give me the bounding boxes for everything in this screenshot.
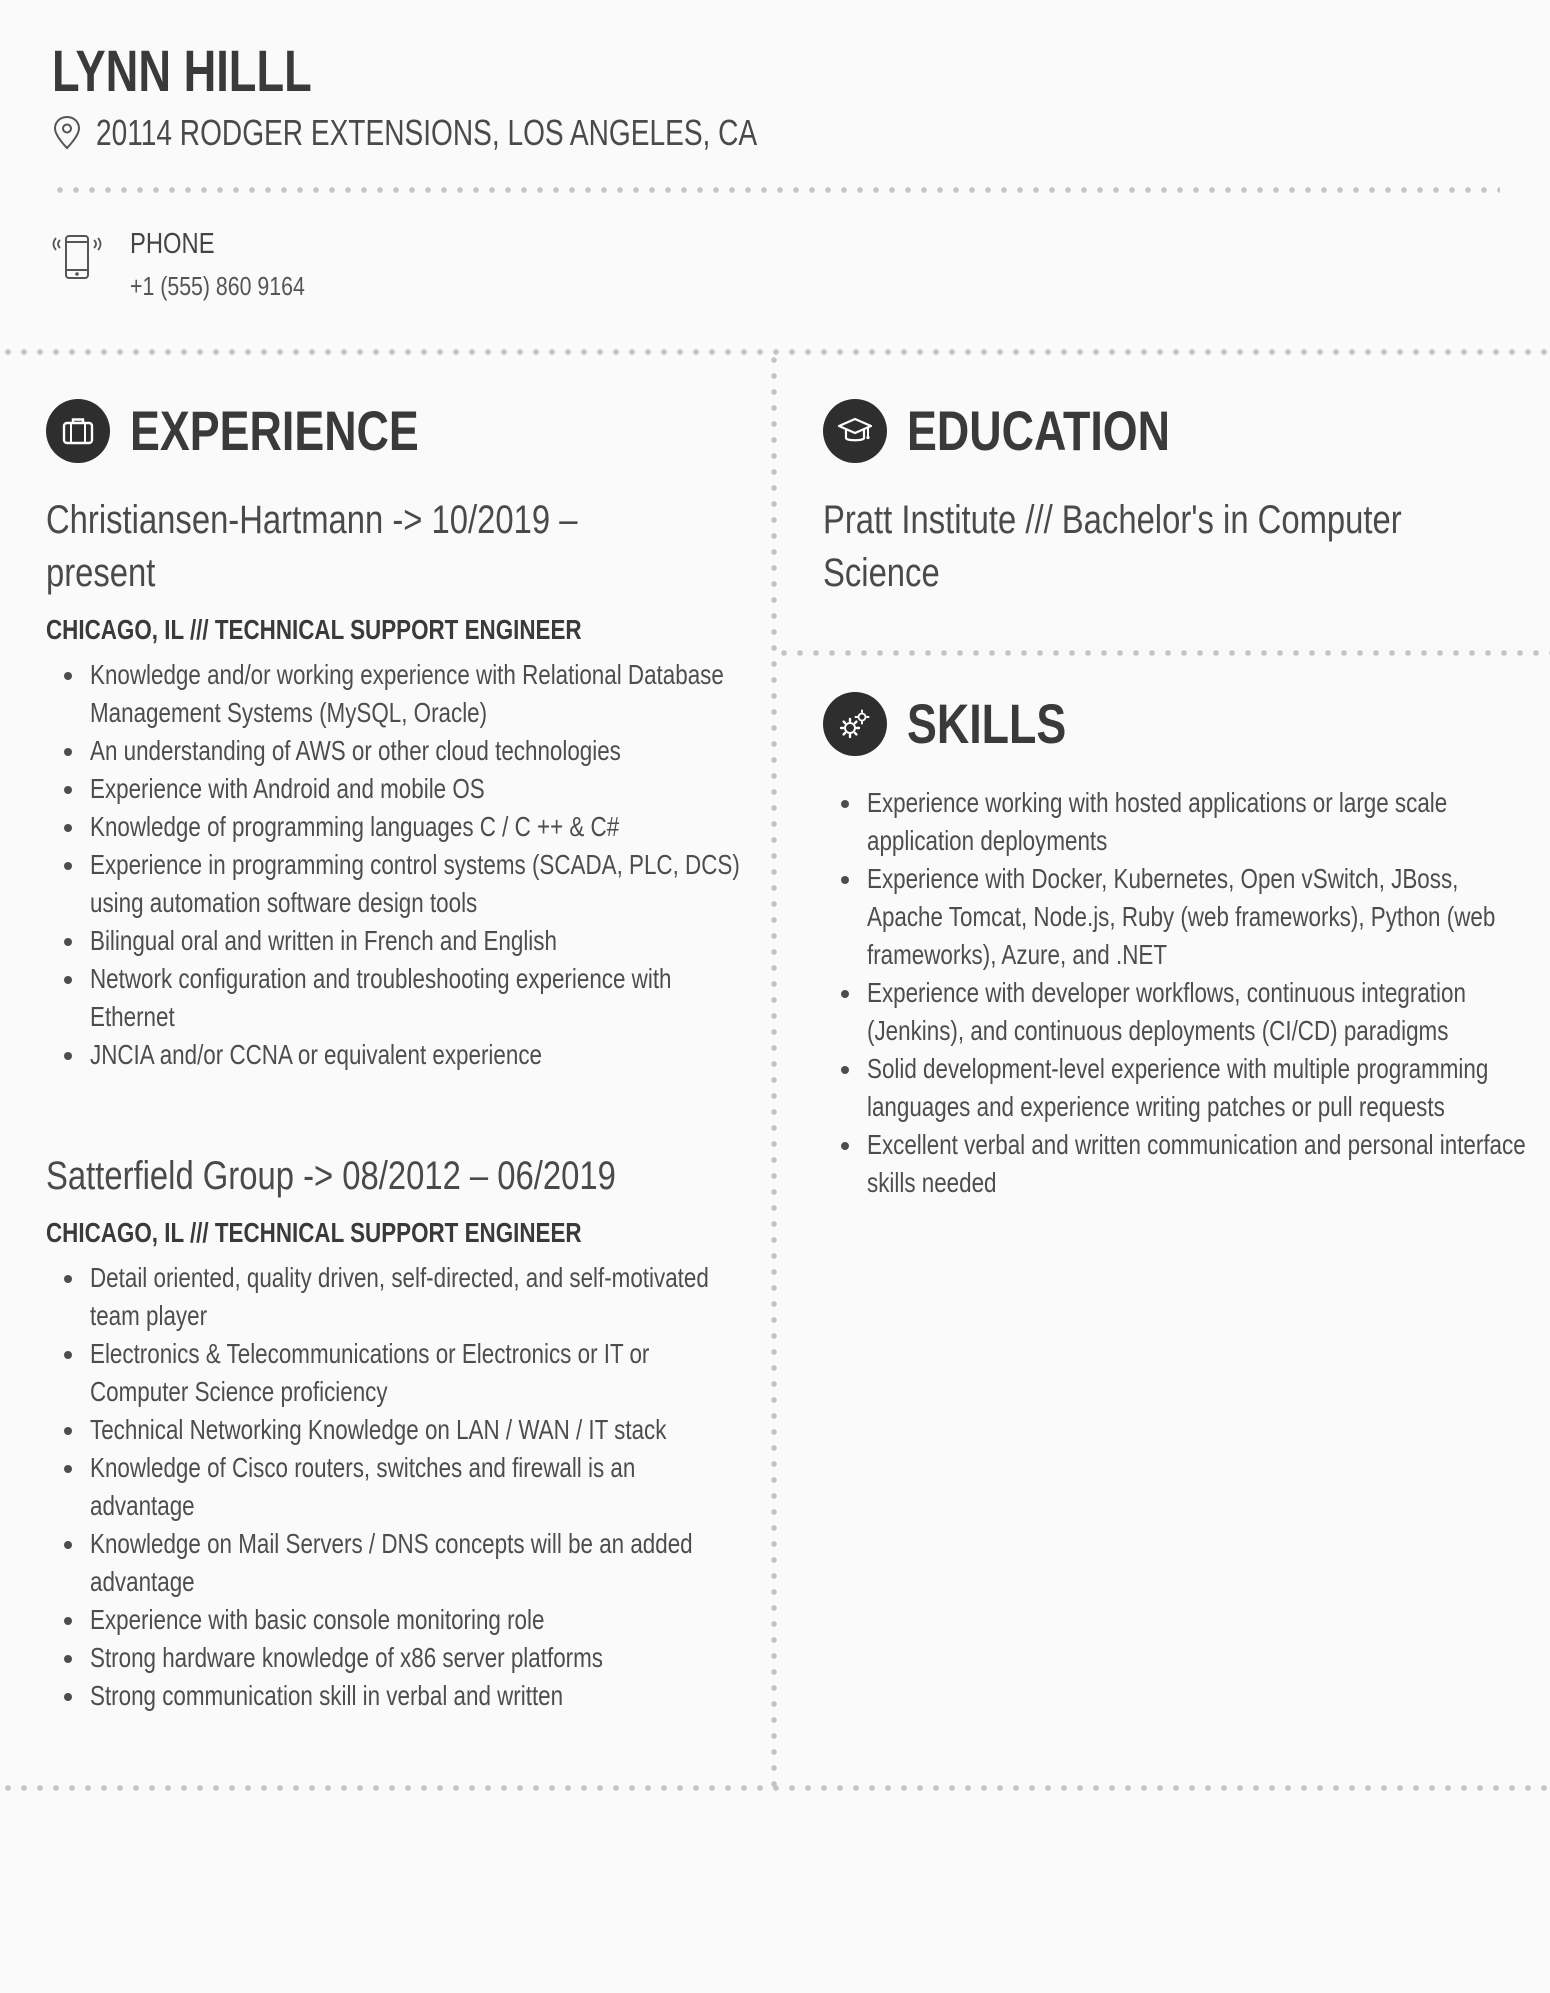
phone-label: PHONE xyxy=(130,228,215,260)
gears-icon xyxy=(837,706,873,742)
phone-contact xyxy=(50,228,343,302)
list-item: JNCIA and/or CCNA or equivalent experience xyxy=(46,1036,909,1074)
divider xyxy=(0,1785,1550,1791)
experience-title: EXPERIENCE xyxy=(130,399,419,462)
job-location-role: CHICAGO, IL /// TECHNICAL SUPPORT ENGINEER xyxy=(46,1217,582,1248)
job-2-bullets xyxy=(46,1259,909,1715)
list-item: Experience with basic console monitoring role xyxy=(46,1601,909,1639)
list-item: Solid development-level experience with multiple programming languages and experience writing patches or pull requests xyxy=(823,1050,1550,1126)
education-icon-badge xyxy=(823,399,887,463)
phone-number: +1 (555) 860 9164 xyxy=(130,271,305,301)
candidate-name: LYNN HILLL xyxy=(52,39,312,104)
list-item: Knowledge on Mail Servers / DNS concepts will be an added advantage xyxy=(46,1525,909,1601)
education-entry: Pratt Institute /// Bachelor's in Computer Science xyxy=(823,498,1402,595)
address-row xyxy=(52,112,944,154)
job-2 xyxy=(46,1150,909,1715)
list-item: Electronics & Telecommunications or Electronics or IT or Computer Science proficiency xyxy=(46,1335,909,1411)
mobile-phone-icon xyxy=(50,232,106,288)
graduation-cap-icon xyxy=(837,413,873,449)
experience-heading xyxy=(46,398,491,463)
list-item: Experience with Docker, Kubernetes, Open vSwitch, JBoss, Apache Tomcat, Node.js, Ruby (web frameworks), Python (web frameworks), Azure, and .NET xyxy=(823,860,1550,974)
education-title: EDUCATION xyxy=(907,399,1170,462)
list-item: Experience working with hosted applications or large scale application deployments xyxy=(823,784,1550,860)
list-item: Bilingual oral and written in French and English xyxy=(46,922,909,960)
list-item: Strong communication skill in verbal and written xyxy=(46,1677,909,1715)
map-pin-icon xyxy=(52,115,82,151)
skills-icon-badge xyxy=(823,692,887,756)
list-item: An understanding of AWS or other cloud technologies xyxy=(46,732,909,770)
list-item: Knowledge and/or working experience with Relational Database Management Systems (MySQL, Oracle) xyxy=(46,656,909,732)
list-item: Excellent verbal and written communication and personal interface skills needed xyxy=(823,1126,1550,1202)
list-item: Detail oriented, quality driven, self-directed, and self-motivated team player xyxy=(46,1259,909,1335)
job-location-role: CHICAGO, IL /// TECHNICAL SUPPORT ENGINEER xyxy=(46,614,582,645)
list-item: Experience in programming control systems (SCADA, PLC, DCS) using automation software design tools xyxy=(46,846,909,922)
job-company-line: Satterfield Group -> 08/2012 – 06/2019 xyxy=(46,1154,616,1198)
list-item: Knowledge of Cisco routers, switches and firewall is an advantage xyxy=(46,1449,909,1525)
skills-bullets xyxy=(823,784,1550,1202)
job-1-bullets xyxy=(46,656,909,1074)
education-entry-block xyxy=(823,494,1550,600)
list-item: Technical Networking Knowledge on LAN / WAN / IT stack xyxy=(46,1411,909,1449)
list-item: Strong hardware knowledge of x86 server platforms xyxy=(46,1639,909,1677)
skills-heading xyxy=(823,691,1106,756)
list-item: Experience with developer workflows, continuous integration (Jenkins), and continuous deployments (CI/CD) paradigms xyxy=(823,974,1550,1050)
briefcase-icon xyxy=(60,413,96,449)
list-item: Experience with Android and mobile OS xyxy=(46,770,909,808)
divider xyxy=(52,187,1500,193)
list-item: Network configuration and troubleshooting experience with Ethernet xyxy=(46,960,909,1036)
address: 20114 RODGER EXTENSIONS, LOS ANGELES, CA xyxy=(96,112,758,153)
education-heading xyxy=(823,398,1236,463)
skills-block xyxy=(823,784,1550,1202)
job-1 xyxy=(46,494,909,1074)
experience-icon-badge xyxy=(46,399,110,463)
job-company-line: Christiansen-Hartmann -> 10/2019 – present xyxy=(46,498,578,595)
skills-title: SKILLS xyxy=(907,692,1067,755)
list-item: Knowledge of programming languages C / C ++ & C# xyxy=(46,808,909,846)
